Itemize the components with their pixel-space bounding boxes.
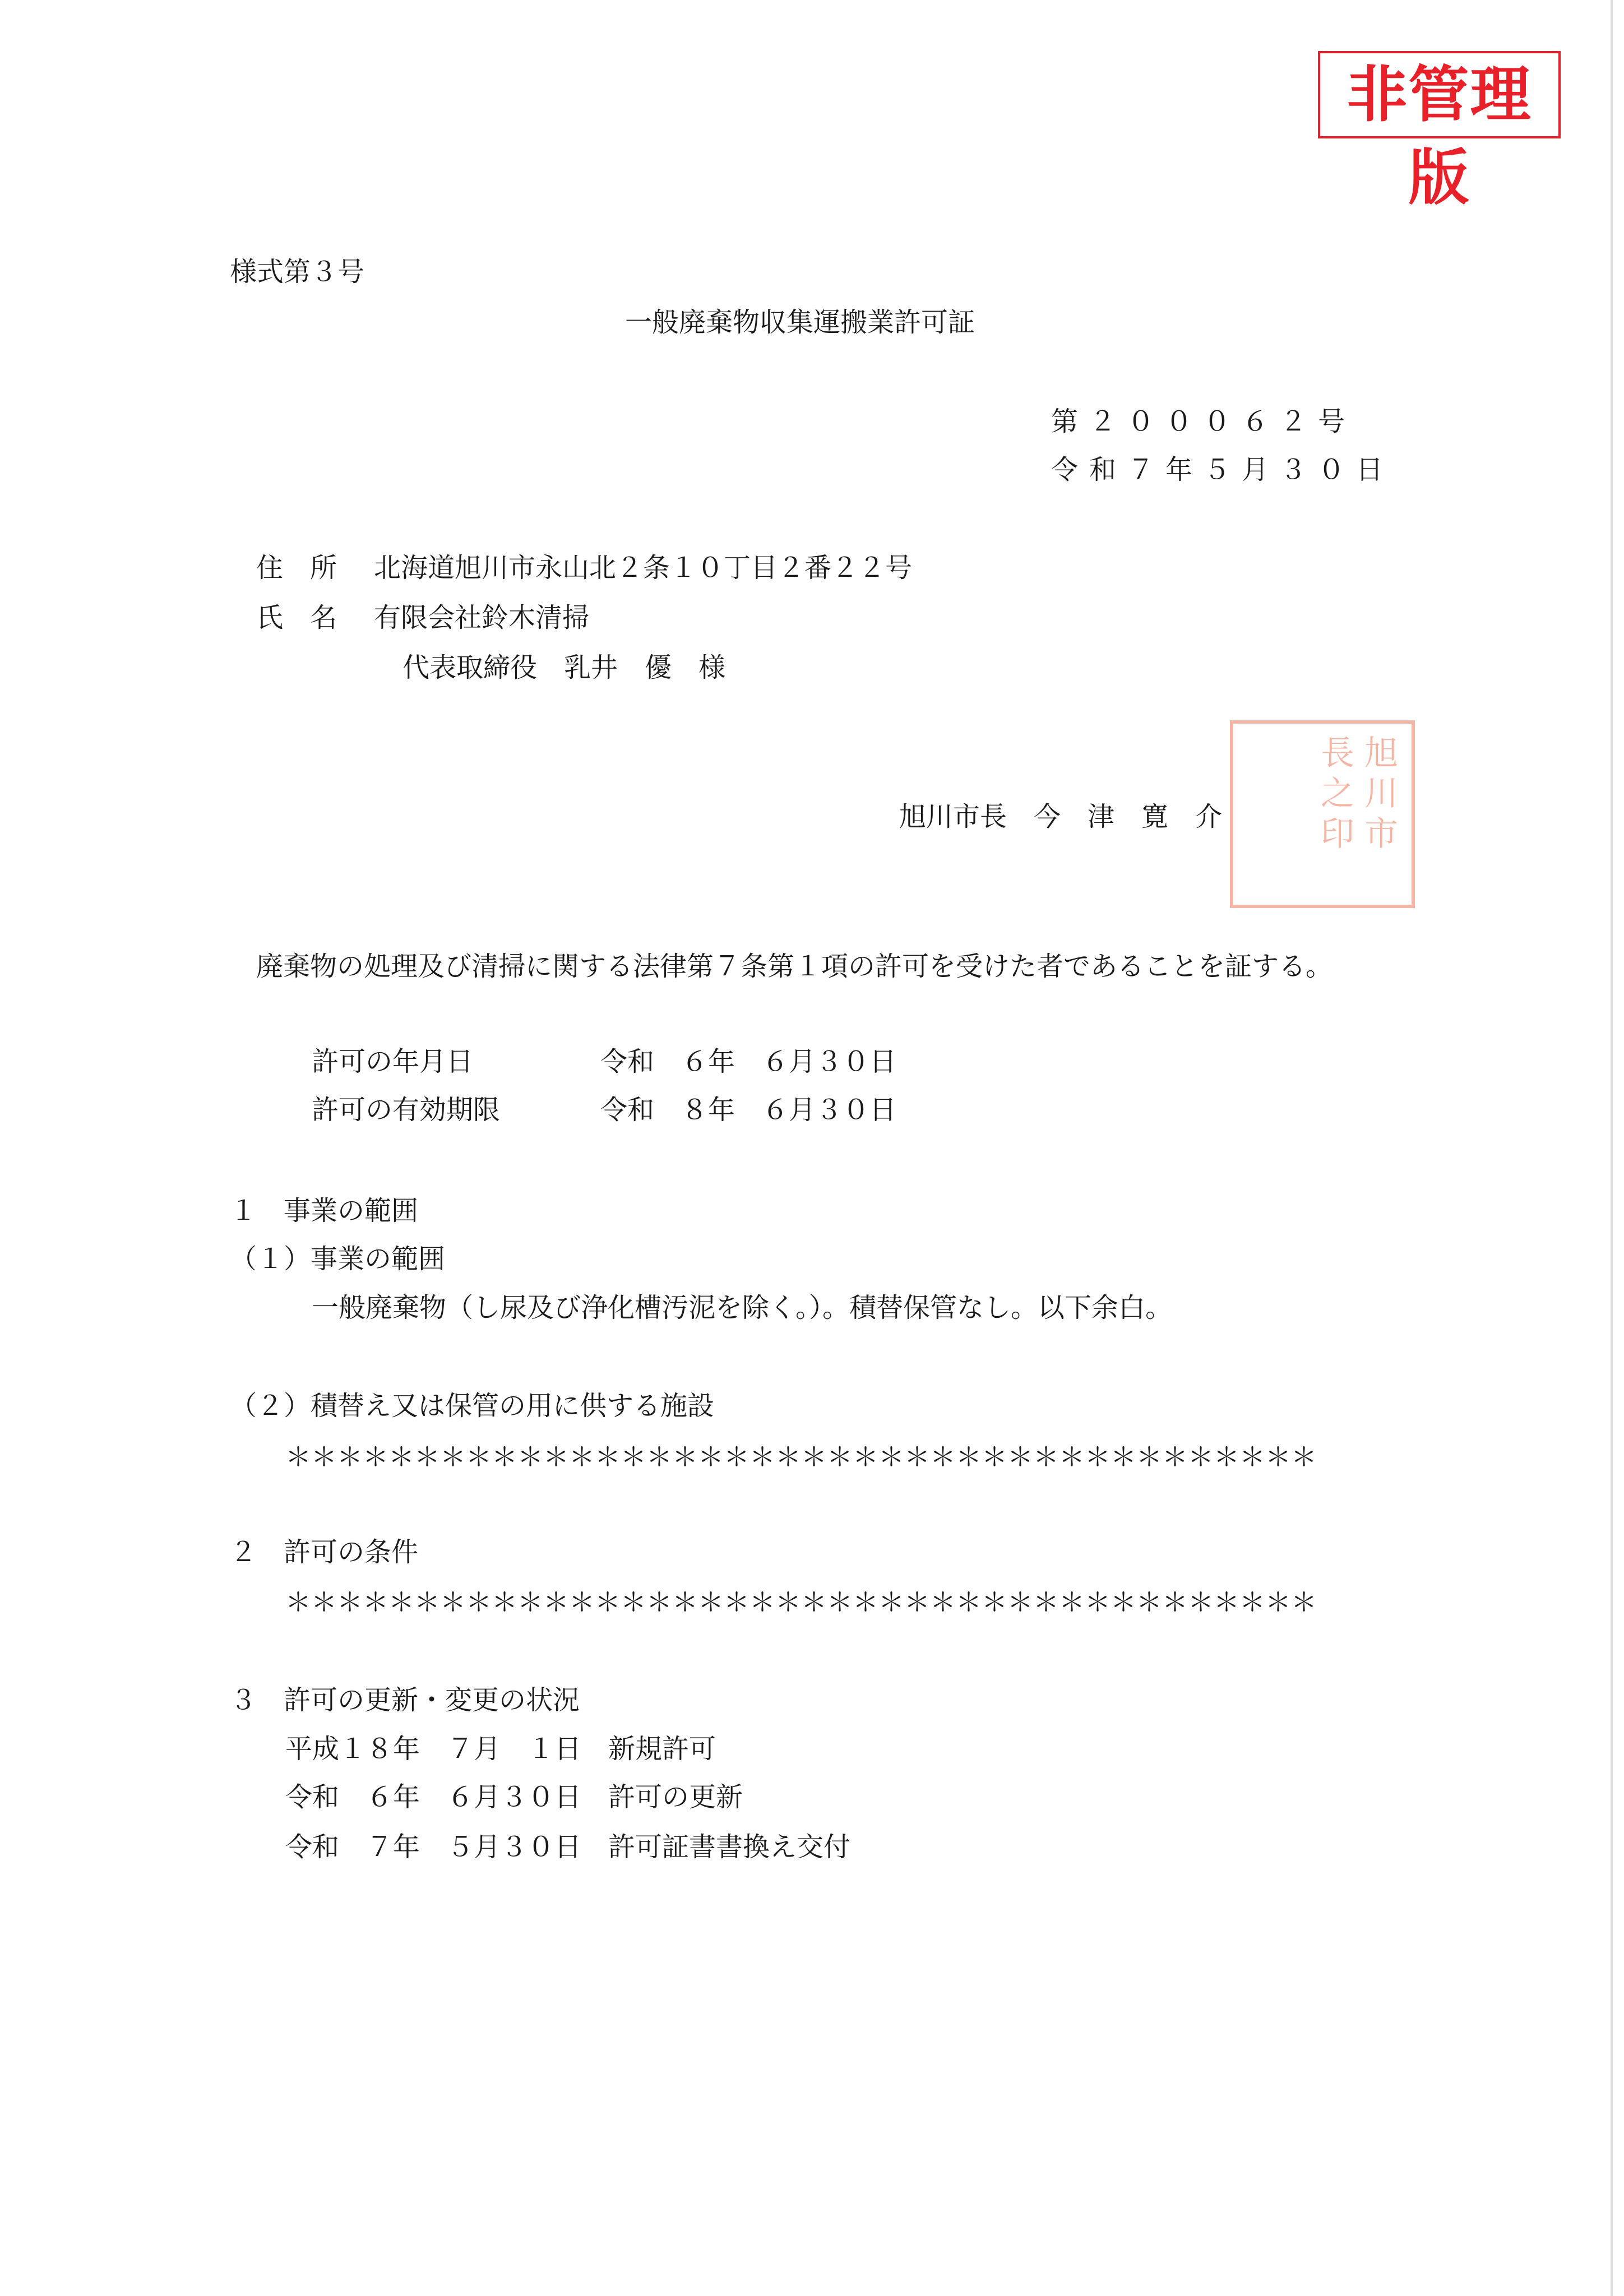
permit-date-label: 許可の年月日 — [312, 1046, 474, 1077]
non-controlled-stamp: 非管理版 — [1318, 51, 1561, 138]
issuer: 旭川市長 今 津 寛 介 — [899, 801, 1223, 832]
document-title: 一般廃棄物収集運搬業許可証 — [625, 307, 975, 338]
official-seal: 旭川市長之印 — [1230, 720, 1415, 908]
expiry-label: 許可の有効期限 — [312, 1094, 501, 1126]
history-item: 平成１８年 ７月 １日 新規許可 — [285, 1733, 716, 1765]
name-label: 氏 名 — [256, 602, 337, 633]
section-3-heading: ３ 許可の更新・変更の状況 — [230, 1684, 580, 1716]
section-1-1-heading: （１）事業の範囲 — [230, 1243, 446, 1275]
section-2-text: ＊＊＊＊＊＊＊＊＊＊＊＊＊＊＊＊＊＊＊＊＊＊＊＊＊＊＊＊＊＊＊＊＊＊＊＊＊＊＊＊ — [285, 1587, 1317, 1617]
page-edge — [1611, 0, 1613, 2296]
history-item: 令和 ７年 ５月３０日 許可証書書換え交付 — [285, 1831, 851, 1863]
certification-statement: 廃棄物の処理及び清掃に関する法律第７条第１項の許可を受けた者であることを証する。 — [256, 951, 1333, 982]
form-number: 様式第３号 — [230, 256, 365, 288]
section-1-2-heading: （２）積替え又は保管の用に供する施設 — [230, 1390, 715, 1422]
section-1-heading: １ 事業の範囲 — [230, 1195, 419, 1226]
representative: 代表取締役 乳井 優 様 — [402, 652, 726, 683]
address: 北海道旭川市永山北２条１０丁目２番２２号 — [374, 552, 913, 584]
expiry-date: 令和 ８年 ６月３０日 — [600, 1094, 897, 1126]
company-name: 有限会社鈴木清掃 — [374, 602, 590, 633]
address-label: 住 所 — [256, 552, 337, 584]
section-1-2-text: ＊＊＊＊＊＊＊＊＊＊＊＊＊＊＊＊＊＊＊＊＊＊＊＊＊＊＊＊＊＊＊＊＊＊＊＊＊＊＊＊ — [285, 1442, 1317, 1472]
permit-number: 第２０００６２号 — [1051, 406, 1357, 437]
issue-date: 令和７年５月３０日 — [1051, 454, 1395, 485]
section-1-1-text: 一般廃棄物（し尿及び浄化槽汚泥を除く。）。積替保管なし。以下余白。 — [312, 1292, 1173, 1323]
history-item: 令和 ６年 ６月３０日 許可の更新 — [285, 1781, 743, 1813]
section-2-heading: ２ 許可の条件 — [230, 1536, 419, 1568]
permit-date: 令和 ６年 ６月３０日 — [600, 1046, 897, 1077]
